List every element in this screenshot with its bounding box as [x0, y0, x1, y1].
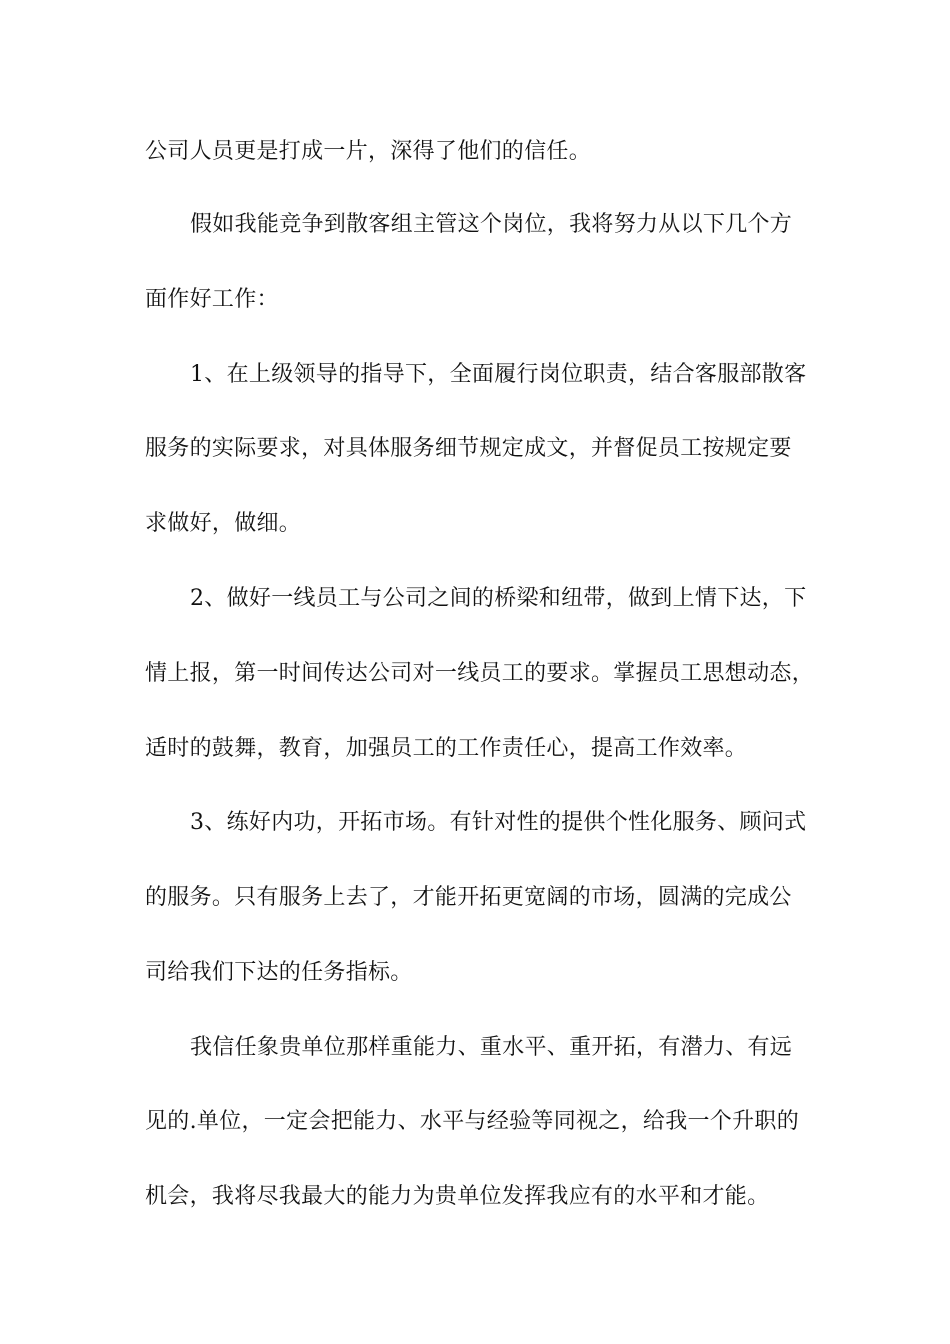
text-line: 公司人员更是打成一片，深得了他们的信任。 [145, 139, 592, 164]
text-line: 司给我们下达的任务指标。 [145, 960, 413, 985]
paragraph-first-line: 1、在上级领导的指导下，全面履行岗位职责，结合客服部散客 [190, 362, 807, 387]
text-line: 服务的实际要求，对具体服务细节规定成文，并督促员工按规定要 [145, 436, 792, 461]
paragraph-first-line: 假如我能竞争到散客组主管这个岗位，我将努力从以下几个方 [190, 212, 793, 237]
text-line: 情上报，第一时间传达公司对一线员工的要求。掌握员工思想动态， [145, 661, 815, 686]
text-line: 面作好工作： [145, 287, 279, 312]
text-line: 机会，我将尽我最大的能力为贵单位发挥我应有的水平和才能。 [145, 1184, 770, 1209]
paragraph-first-line: 我信任象贵单位那样重能力、重水平、重开拓，有潜力、有远 [190, 1035, 793, 1060]
text-line: 见的.单位，一定会把能力、水平与经验等同视之，给我一个升职的 [145, 1109, 799, 1134]
text-line: 求做好，做细。 [145, 511, 302, 536]
paragraph-first-line: 2、做好一线员工与公司之间的桥梁和纽带，做到上情下达，下 [190, 586, 807, 611]
paragraph-first-line: 3、练好内功，开拓市场。有针对性的提供个性化服务、顾问式 [190, 810, 807, 835]
text-line: 适时的鼓舞，教育，加强员工的工作责任心，提高工作效率。 [145, 736, 748, 761]
text-line: 的服务。只有服务上去了，才能开拓更宽阔的市场，圆满的完成公 [145, 885, 792, 910]
